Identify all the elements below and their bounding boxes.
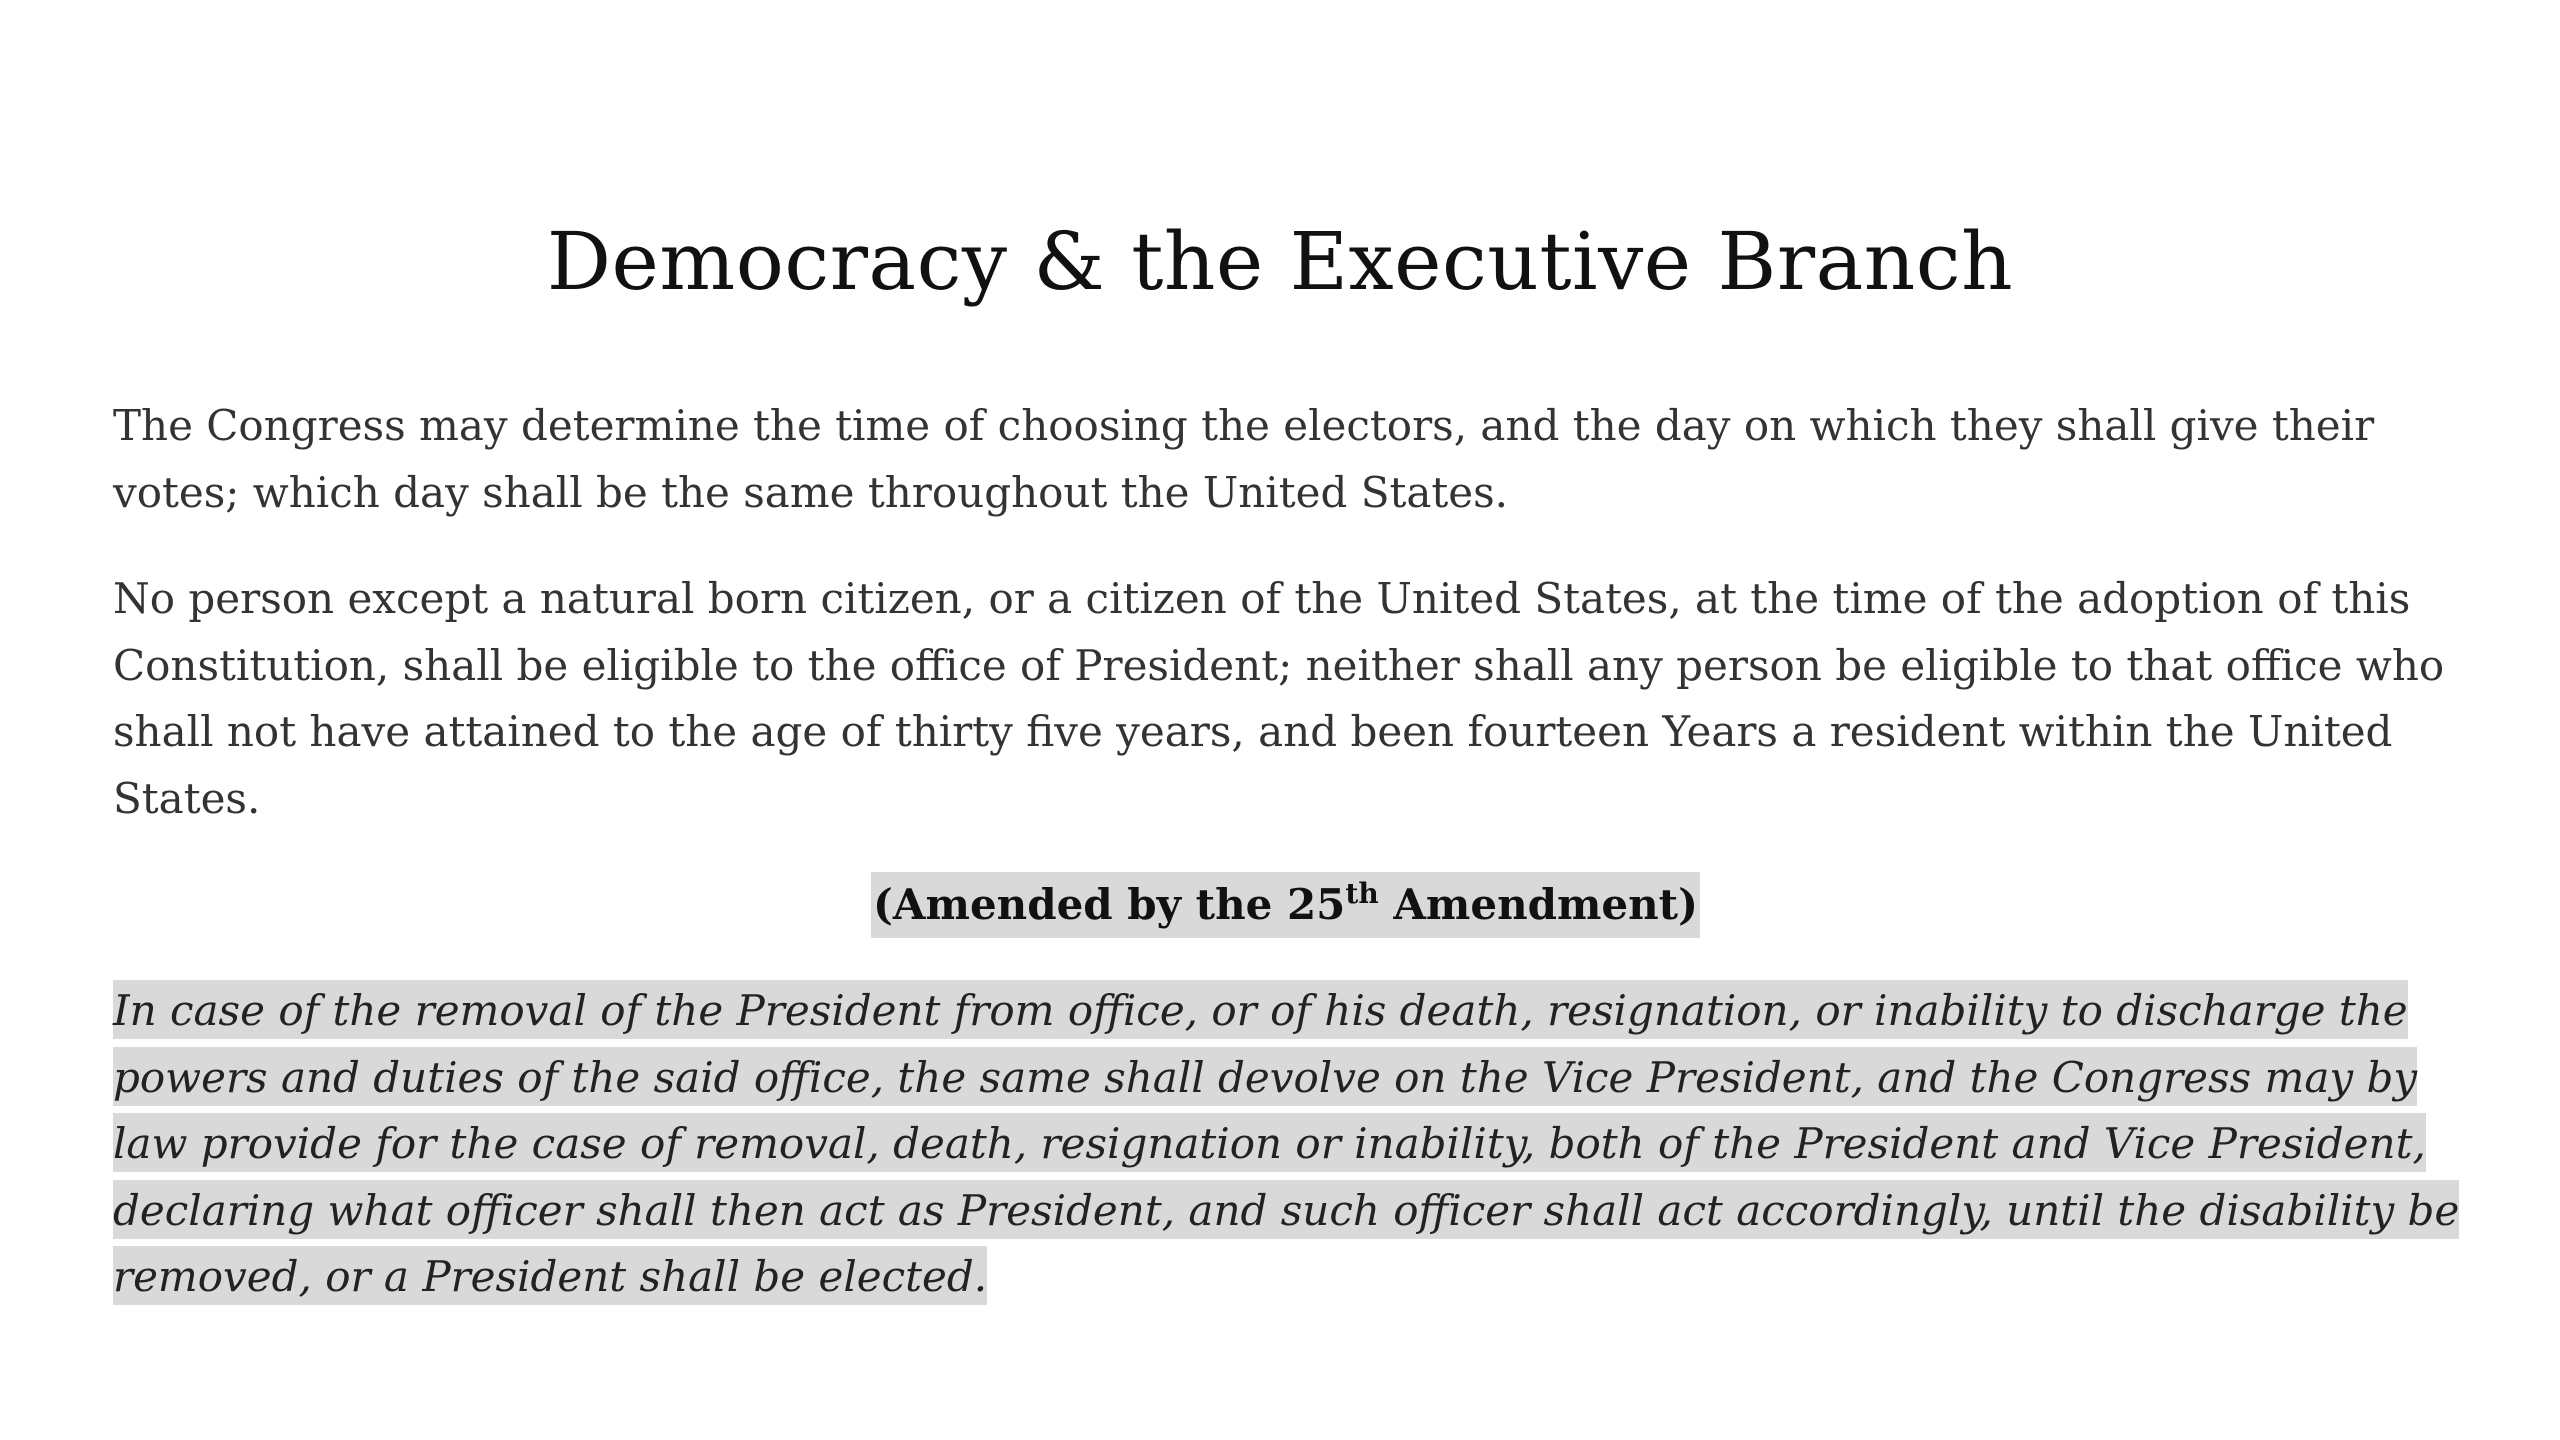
amendment-note-prefix: (Amended by the 25 (873, 880, 1346, 929)
paragraph-eligibility: No person except a natural born citizen, or a citizen of the United States, at the time of the adoption of this Constitution, shall be eligible to the office of President; neither shall any person be eligible to that office who shall not have attained to the age of thirty five years, and been fourteen Years a resident within the United States. (113, 574, 2445, 823)
amendment-note-row (113, 872, 2458, 938)
amendment-note-superscript: th (1345, 877, 1379, 910)
paragraph-succession (113, 978, 2483, 1311)
document-title: Democracy & the Executive Branch (546, 214, 2014, 308)
document-body (113, 393, 2458, 1311)
paragraph-electors: The Congress may determine the time of choosing the electors, and the day on which they shall give their votes; which day shall be the same throughout the United States. (113, 401, 2375, 517)
highlighted-text: In case of the removal of the President from office, or of his death, resignation, or inability to discharge the powers and duties of the said office, the same shall devolve on the Vice President, and the Congress may by law provide for the case of removal, death, resignation or inability, both of the President and Vice President, declaring what officer shall then act as President, and such officer shall act accordingly, until the disability be removed, or a President shall be elected. (113, 980, 2459, 1305)
amendment-note-suffix: Amendment) (1378, 880, 1698, 929)
amendment-note (871, 872, 1700, 938)
